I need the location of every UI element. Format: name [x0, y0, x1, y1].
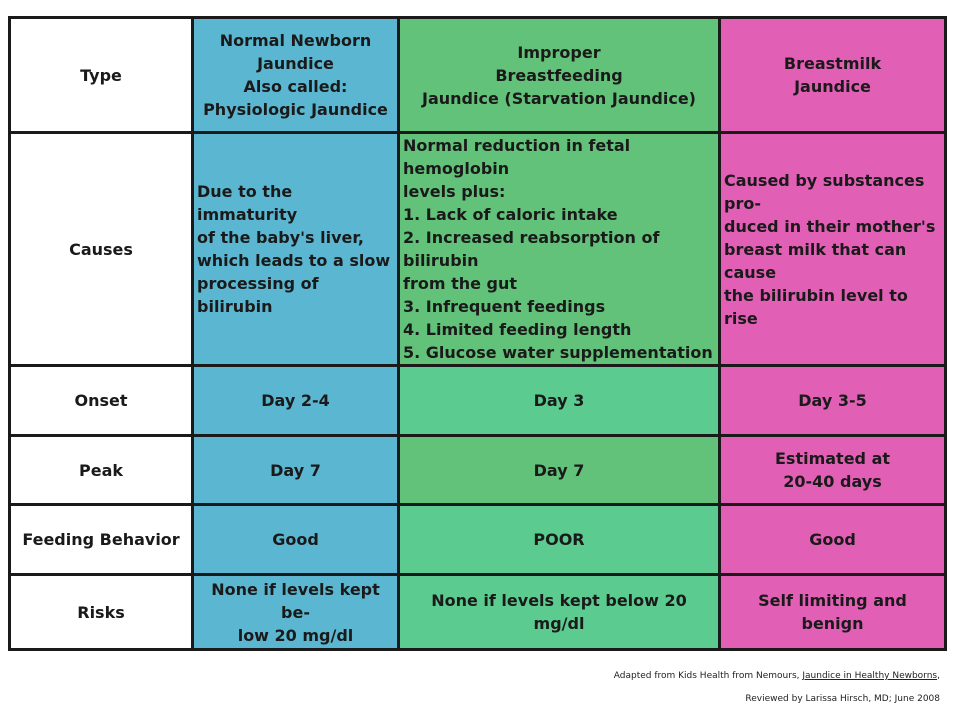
breastmilk-onset-cell: Day 3-5: [720, 366, 946, 436]
breastmilk-peak-cell: Estimated at 20-40 days: [720, 436, 946, 505]
normal-peak-cell: Day 7: [193, 436, 399, 505]
row-label-feeding-behavior: Feeding Behavior: [10, 505, 193, 575]
jaundice-comparison-table: [8, 16, 947, 651]
improper-onset-cell: Day 3: [399, 366, 720, 436]
table-row-peak: [10, 436, 946, 505]
source-suffix: ,: [937, 671, 940, 681]
breastmilk-risks-cell: Self limiting and benign: [720, 575, 946, 650]
improper-peak-cell: Day 7: [399, 436, 720, 505]
source-prefix: Adapted from Kids Health from Nemours,: [613, 671, 803, 681]
normal-onset-cell: Day 2-4: [193, 366, 399, 436]
table-row-feeding-behavior: [10, 505, 946, 575]
table-row-risks: [10, 575, 946, 650]
table-row-causes: [10, 133, 946, 366]
row-label-onset: Onset: [10, 366, 193, 436]
table-row-onset: [10, 366, 946, 436]
source-article-link[interactable]: Jaundice in Healthy Newborns: [802, 671, 938, 681]
normal-risks-cell: None if levels kept be- low 20 mg/dl: [193, 575, 399, 650]
row-label-type: Type: [10, 18, 193, 133]
row-label-peak: Peak: [10, 436, 193, 505]
source-attribution: [614, 671, 940, 681]
table-row-type: [10, 18, 946, 133]
review-credit: Reviewed by Larissa Hirsch, MD; June 2008: [745, 694, 940, 704]
normal-type-cell: Normal Newborn Jaundice Also called: Physiologic Jaundice: [193, 18, 399, 133]
breastmilk-type-cell: Breastmilk Jaundice: [720, 18, 946, 133]
row-label-risks: Risks: [10, 575, 193, 650]
improper-feeding-cell: POOR: [399, 505, 720, 575]
improper-risks-cell: None if levels kept below 20 mg/dl: [399, 575, 720, 650]
improper-causes-cell: Normal reduction in fetal hemoglobin levels plus: 1. Lack of caloric intake 2. Increased reabsorption of bilirubin from the gut 3. Infrequent feedings 4. Limited feeding length 5. Glucose water supplementation: [399, 133, 720, 366]
row-label-causes: Causes: [10, 133, 193, 366]
breastmilk-causes-cell: Caused by substances pro- duced in their mother's breast milk that can cause the bilirubin level to rise: [720, 133, 946, 366]
improper-type-cell: Improper Breastfeeding Jaundice (Starvation Jaundice): [399, 18, 720, 133]
normal-feeding-cell: Good: [193, 505, 399, 575]
normal-causes-cell: Due to the immaturity of the baby's liver, which leads to a slow processing of bilirubin: [193, 133, 399, 366]
breastmilk-feeding-cell: Good: [720, 505, 946, 575]
